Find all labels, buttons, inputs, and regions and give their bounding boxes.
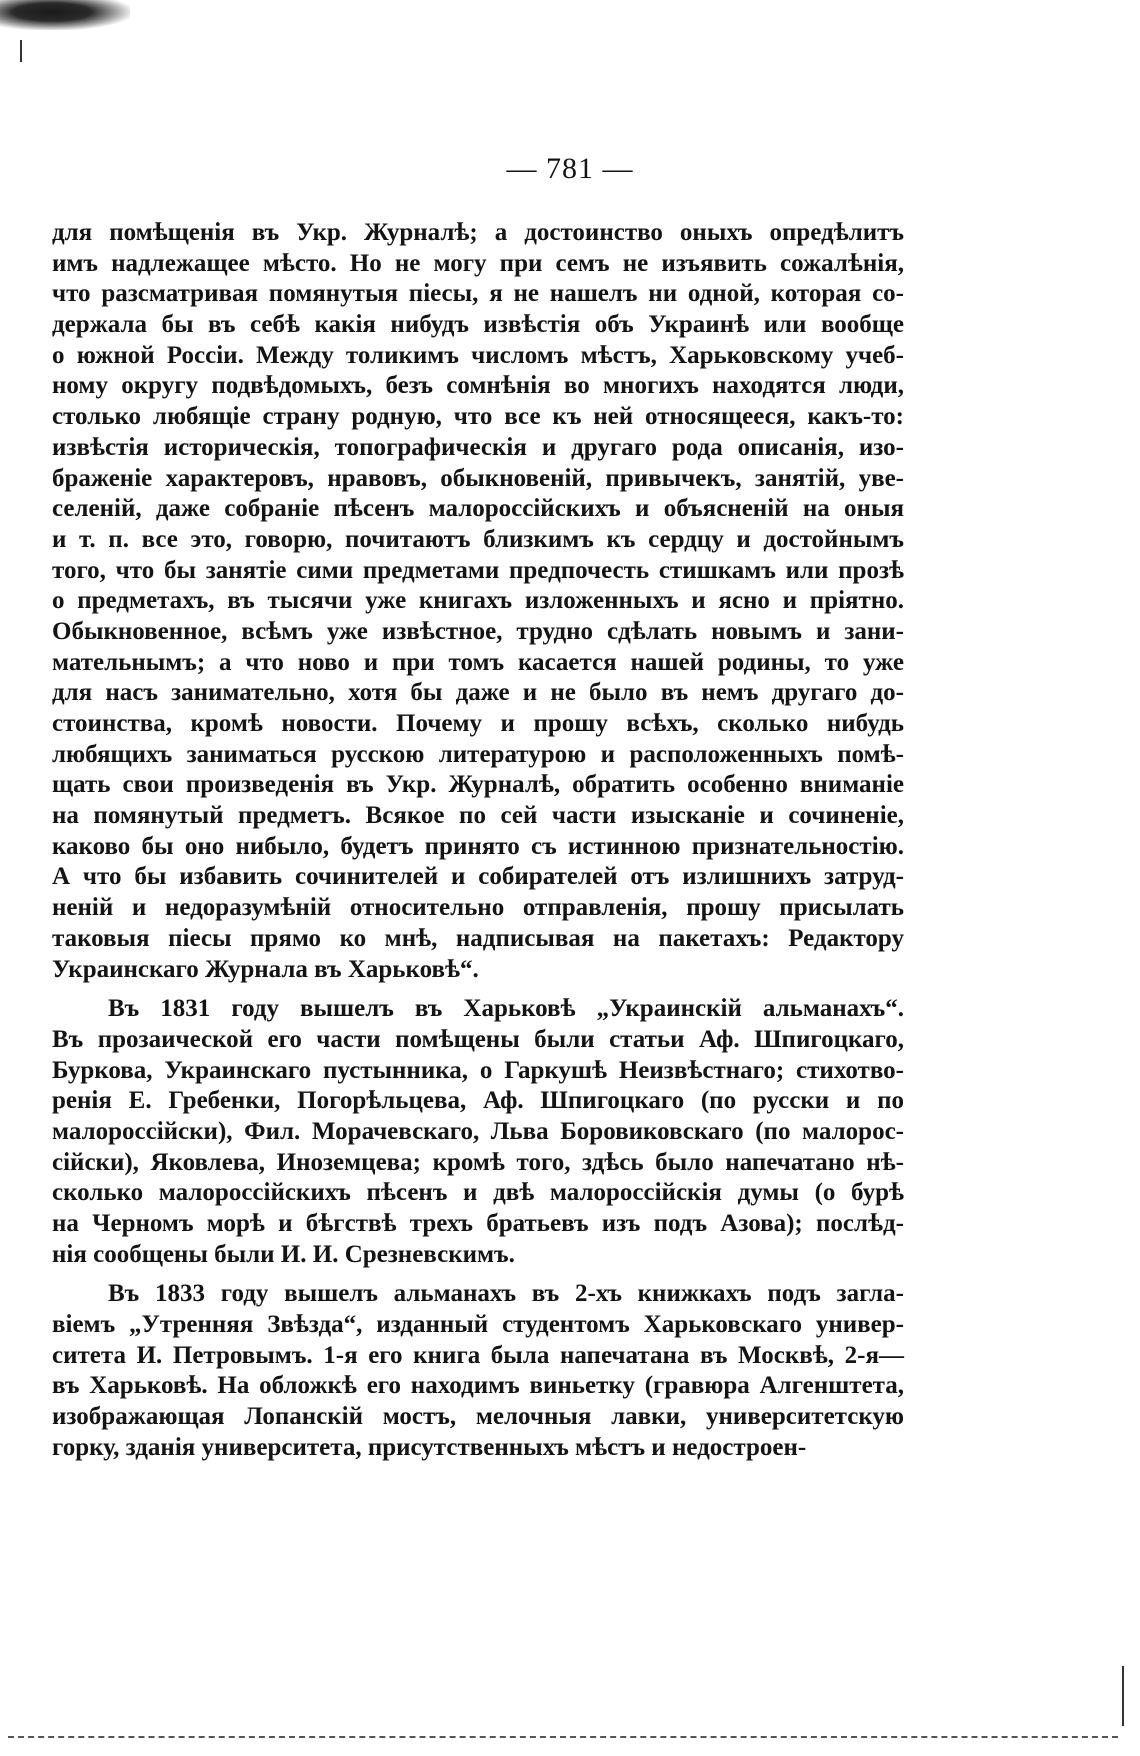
text-line: селеній, даже собраніе пѣсенъ малороссійскихъ и объясненій на оныя [52,495,904,523]
text-line: имъ надлежащее мѣсто. Но не могу при семъ не изъявить сожалѣнія, [52,249,904,277]
text-line: віемъ „Утренняя Звѣзда“, изданный студентомъ Харьковскаго универ- [52,1311,904,1339]
text-line: ренія Е. Гребенки, Погорѣльцева, Аф. Шпигоцкаго (по русски и по [52,1087,904,1115]
paragraph-gap [52,1270,904,1279]
text-line: для помѣщенія въ Укр. Журналѣ; а достоинство оныхъ опредѣлитъ [52,219,904,246]
text-line: нія сообщены были И. И. Срезневскимъ. [52,1240,515,1268]
text-line: щать свои произведенія въ Укр. Журналѣ, обратить особенно вниманіе [52,771,904,799]
text-line: сколько малороссійскихъ пѣсенъ и двѣ малороссійскія думы (о бурѣ [52,1179,904,1207]
text-line: о предметахъ, въ тысячи уже книгахъ изложенныхъ и ясно и пріятно. [52,587,904,615]
text-line: любящихъ заниматься русскою литературою и расположенныхъ помѣ- [52,740,904,768]
text-line: каково бы оно нибыло, будетъ принято съ истинною признательностію. [52,832,904,860]
text-line: ному округу подвѣдомыхъ, безъ сомнѣнія во многихъ находятся люди, [52,372,904,400]
text-line: таковыя піесы прямо ко мнѣ, надписывая на пакетахъ: Редактору [52,924,904,952]
text-line: браженіе характеровъ, нравовъ, обыкновеній, привычекъ, занятій, уве- [52,464,904,492]
text-line: столько любящіе страну родную, что все къ ней относящееся, какъ-то: [52,403,904,431]
text-line: Украинскаго Журнала въ Харьковѣ“. [52,955,479,983]
text-line: Въ прозаической его части помѣщены были статьи Аф. Шпигоцкаго, [52,1025,904,1053]
text-line: извѣстія историческія, топографическія и другаго рода описанія, изо- [52,433,904,461]
text-line: ситета И. Петровымъ. 1-я его книга была напечатана въ Москвѣ, 2-я— [52,1341,904,1369]
page-number: — 781 — [506,152,634,185]
text-line: что разсматривая помянутыя піесы, я не нашелъ ни одной, которая со- [52,280,904,308]
scan-artifact-tick [20,40,22,62]
text-line: держала бы въ себѣ какія нибудъ извѣстія объ Украинѣ или вообще [52,311,904,339]
text-line: на Черномъ морѣ и бѣгствѣ трехъ братьевъ изъ подъ Азова); послѣд- [52,1210,904,1237]
text-line: того, что бы занятіе сими предметами предпочесть стишкамъ или прозѣ [52,556,904,584]
text-line: Въ 1831 году вышелъ въ Харьковѣ „Украинскій альманахъ“. [108,995,904,1023]
text-line: А что бы избавить сочинителей и собирателей отъ излишнихъ затруд- [52,863,904,891]
text-line: неній и недоразумѣній относительно отправленія, прошу присылать [52,894,904,922]
page-body [52,218,904,1464]
bottom-edge-artifact [8,1736,1118,1738]
text-line: въ Харьковѣ. На обложкѣ его находимъ виньетку (гравюра Алгенштета, [52,1372,904,1400]
text-line: мательнымъ; а что ново и при томъ касается нашей родины, то уже [52,648,904,676]
text-line: Въ 1833 году вышелъ альманахъ въ 2-хъ книжкахъ подъ загла- [108,1280,904,1308]
text-line: для насъ занимательно, хотя бы даже и не было въ немъ другаго до- [52,679,904,707]
text-line: малороссійски), Фил. Морачевскаго, Льва Боровиковскаго (по малорос- [52,1117,904,1145]
text-line: Буркова, Украинскаго пустынника, о Гаркушѣ Неизвѣстнаго; стихотво- [52,1056,904,1084]
paragraph-gap [52,985,904,994]
text-line: изображающая Лопанскій мостъ, мелочныя лавки, университетскую [52,1403,904,1431]
text-line: и т. п. все это, говорю, почитаютъ близкимъ къ сердцу и достойнымъ [52,525,904,553]
text-line: горку, зданія университета, присутственныхъ мѣстъ и недостроен- [52,1433,807,1461]
text-line: о южной Россіи. Между толикимъ числомъ мѣстъ, Харьковскому учеб- [52,341,904,369]
scan-artifact [0,0,130,30]
bottom-edge-tick [1122,1666,1124,1726]
text-line: Обыкновенное, всѣмъ уже извѣстное, трудно сдѣлать новымъ и зани- [52,617,904,645]
text-line: стоинства, кромѣ новости. Почему и прошу всѣхъ, сколько нибудь [52,710,904,737]
text-line: на помянутый предметъ. Всякое по сей части изысканіе и сочиненіе, [52,802,904,830]
text-line: сійски), Яковлева, Иноземцева; кромѣ того, здѣсь было напечатано нѣ- [52,1148,904,1176]
